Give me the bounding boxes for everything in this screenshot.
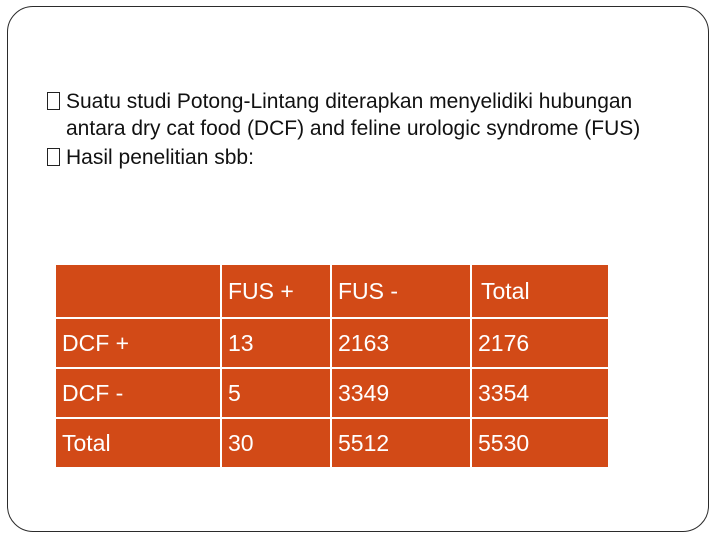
table-row	[56, 319, 608, 367]
table-cell: 3349	[332, 369, 470, 417]
table-row	[56, 419, 608, 467]
table-header-cell: FUS -	[332, 265, 470, 317]
bullet-box-icon	[47, 92, 60, 110]
table-cell: 13	[222, 319, 330, 367]
bullet-item	[47, 144, 687, 171]
table-cell: Total	[56, 419, 220, 467]
bullet-text: Suatu studi Potong-Lintang diterapkan menyelidiki hubungan antara dry cat food (DCF) and feline urologic syndrome (FUS)	[66, 90, 641, 140]
table-header-cell	[56, 265, 220, 317]
table-row	[56, 369, 608, 417]
table-cell: DCF +	[56, 319, 220, 367]
table-header-cell: Total	[472, 265, 608, 317]
table-cell: 2176	[472, 319, 608, 367]
table-cell: 3354	[472, 369, 608, 417]
bullet-text: Hasil penelitian sbb:	[66, 146, 254, 169]
table-cell: 5512	[332, 419, 470, 467]
table-cell: 5	[222, 369, 330, 417]
table-cell: 30	[222, 419, 330, 467]
table-header-cell: FUS +	[222, 265, 330, 317]
bullet-list	[47, 88, 687, 173]
bullet-item	[47, 88, 687, 142]
table-cell: DCF -	[56, 369, 220, 417]
table-header-row	[56, 265, 608, 317]
bullet-box-icon	[47, 148, 60, 166]
table-cell: 2163	[332, 319, 470, 367]
table-cell: 5530	[472, 419, 608, 467]
results-table	[54, 263, 610, 469]
